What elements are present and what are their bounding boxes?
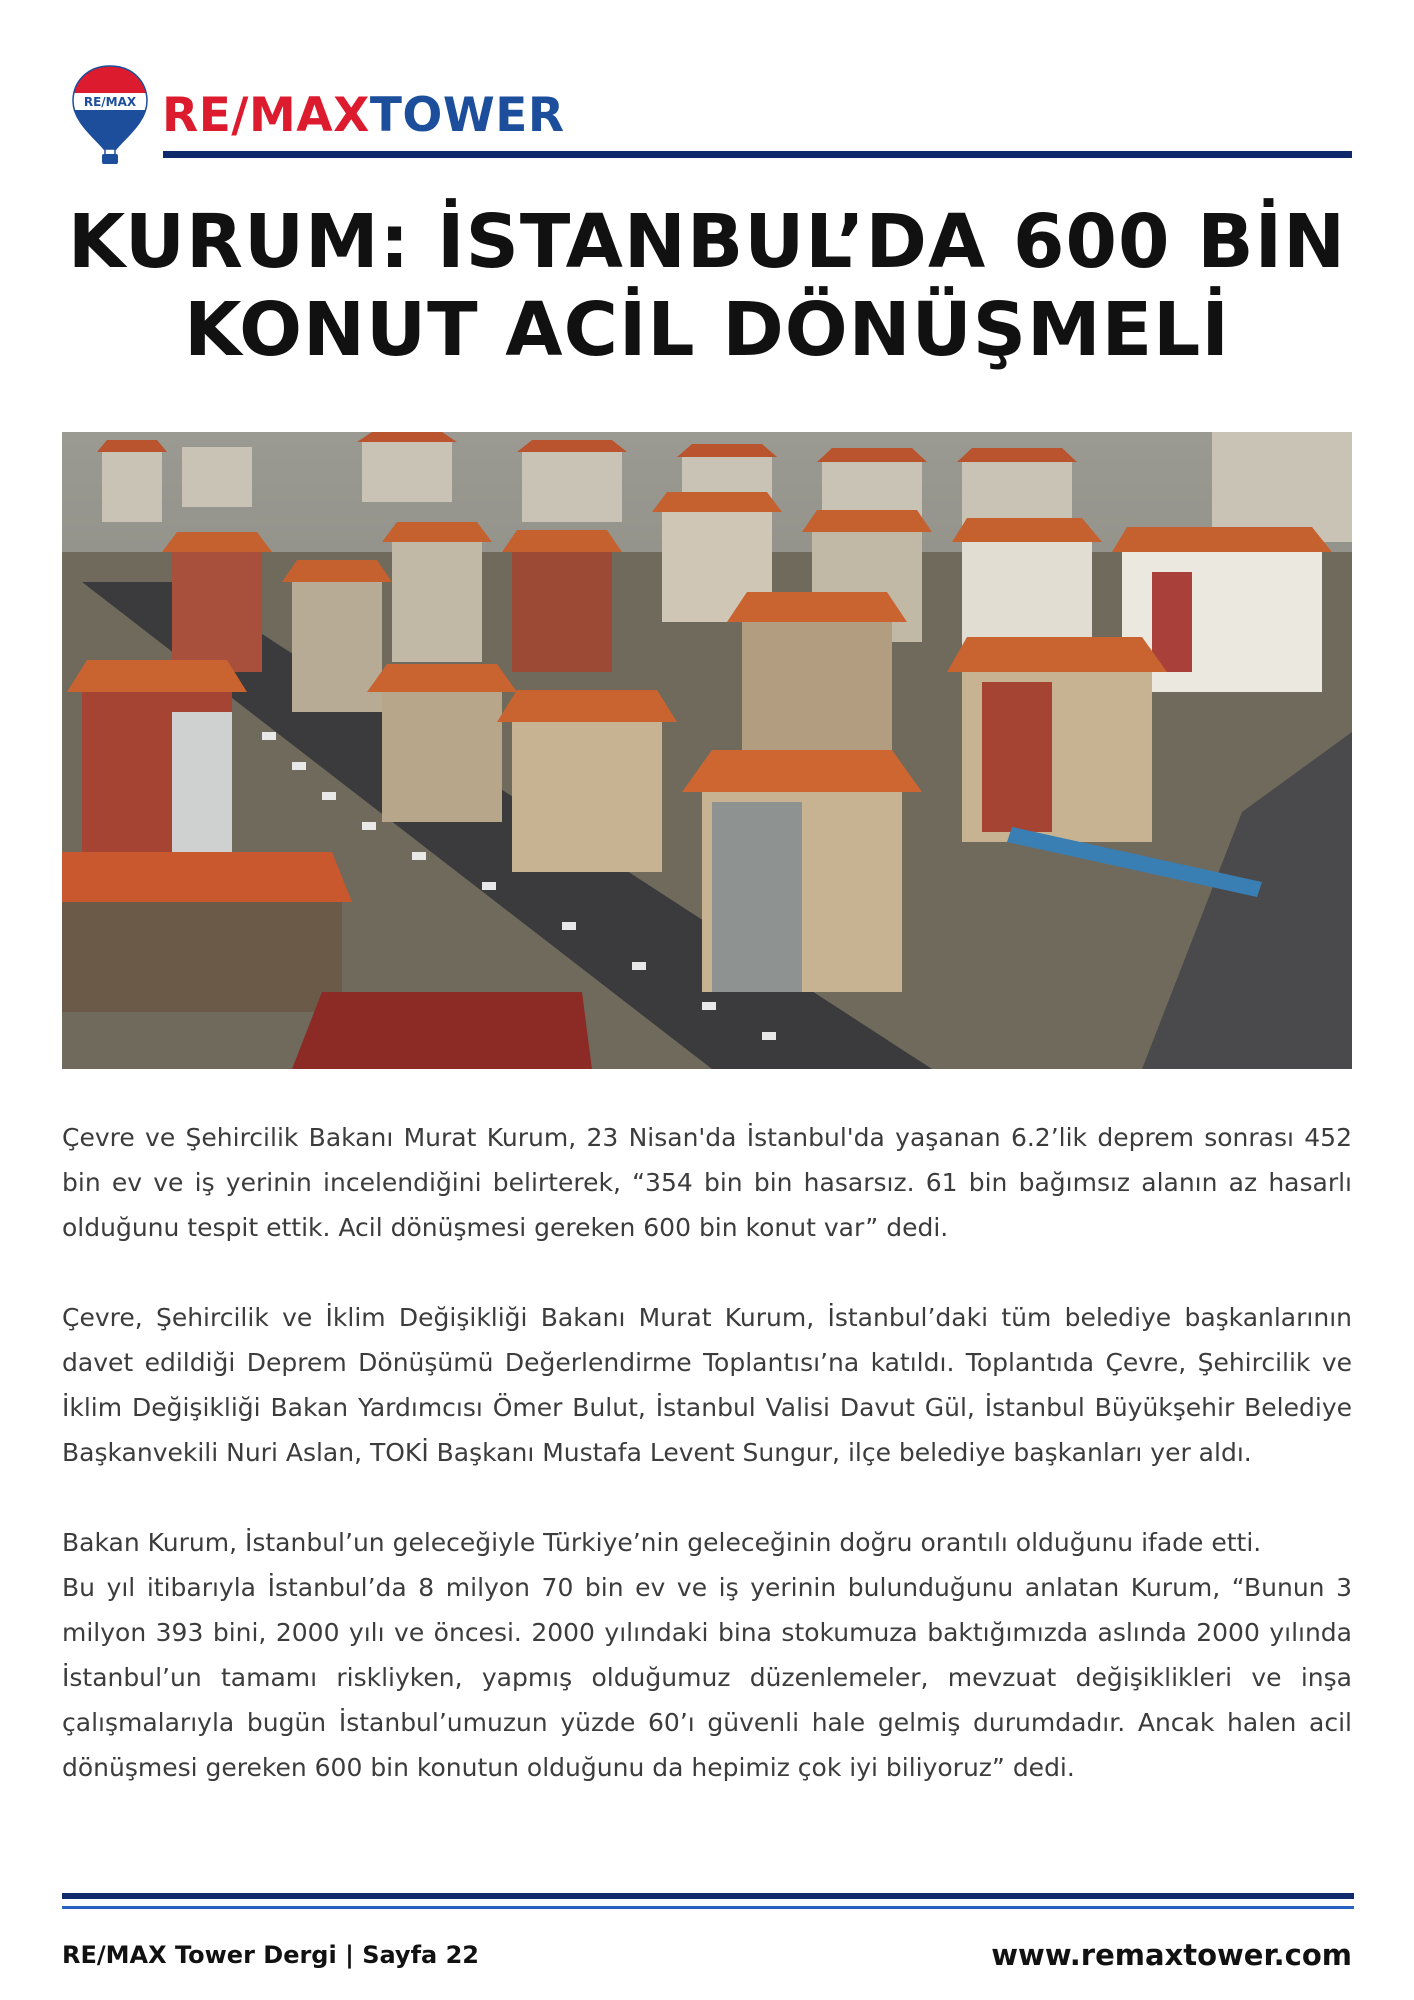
- header-divider: [163, 151, 1352, 158]
- article-title: [0, 198, 1414, 374]
- article-body: [62, 1115, 1352, 1790]
- footer-divider-thick: [62, 1893, 1354, 1899]
- aerial-housing-photo: [62, 432, 1352, 1069]
- brand-tower: TOWER: [369, 88, 565, 143]
- paragraph-1: Çevre ve Şehircilik Bakanı Murat Kurum, 23 Nisan'da İstanbul'da yaşanan 6.2’lik deprem sonrası 452 bin ev ve iş yerinin incelendiğini belirterek, “354 bin bin hasarsız. 61 bin bağımsız alanın az hasarlı olduğunu tespit ettik. Acil dönüşmesi gereken 600 bin konut var” dedi.: [62, 1123, 1352, 1242]
- title-line-1: KURUM: İSTANBUL’DA 600 BİN: [67, 199, 1347, 285]
- footer-magazine-page: RE/MAX Tower Dergi | Sayfa 22: [62, 1941, 479, 1969]
- brand-wordmark: [162, 88, 565, 144]
- footer-divider-thin: [62, 1906, 1354, 1909]
- brand-remax: RE/MAX: [162, 88, 370, 143]
- paragraph-2: Çevre, Şehircilik ve İklim Değişikliği Bakanı Murat Kurum, İstanbul’daki tüm belediye başkanlarının davet edildiği Deprem Dönüşümü Değerlendirme Toplantısı’na katıldı. Toplantıda Çevre, Şehircilik ve İklim Değişikliği Bakan Yardımcısı Ömer Bulut, İstanbul Valisi Davut Gül, İstanbul Büyükşehir Belediye Başkanvekili Nuri Aslan, TOKİ Başkanı Mustafa Levent Sungur, ilçe belediye başkanları yer aldı.: [62, 1303, 1352, 1467]
- paragraph-4: Bu yıl itibarıyla İstanbul’da 8 milyon 70 bin ev ve iş yerinin bulunduğunu anlatan Kurum, “Bunun 3 milyon 393 bini, 2000 yılı ve öncesi. 2000 yılındaki bina stokumuza baktığımızda aslında 2000 yılında İstanbul’un tamamı riskliyken, yapmış olduğumuz düzenlemeler, mevzuat değişiklikleri ve inşa çalışmalarıyla bugün İstanbul’umuzun yüzde 60’ı güvenli hale gelmiş durumdadır. Ancak halen acil dönüşmesi gereken 600 bin konutun olduğunu da hepimiz çok iyi biliyoruz” dedi.: [62, 1573, 1352, 1782]
- balloon-text: RE/MAX: [83, 95, 137, 109]
- paragraph-3: Bakan Kurum, İstanbul’un geleceğiyle Türkiye’nin geleceğinin doğru orantılı olduğunu ifade etti.: [62, 1528, 1262, 1557]
- footer-website-link[interactable]: www.remaxtower.com: [991, 1938, 1352, 1972]
- remax-balloon-logo: [71, 63, 149, 168]
- title-line-2: KONUT ACİL DÖNÜŞMELİ: [184, 287, 1230, 373]
